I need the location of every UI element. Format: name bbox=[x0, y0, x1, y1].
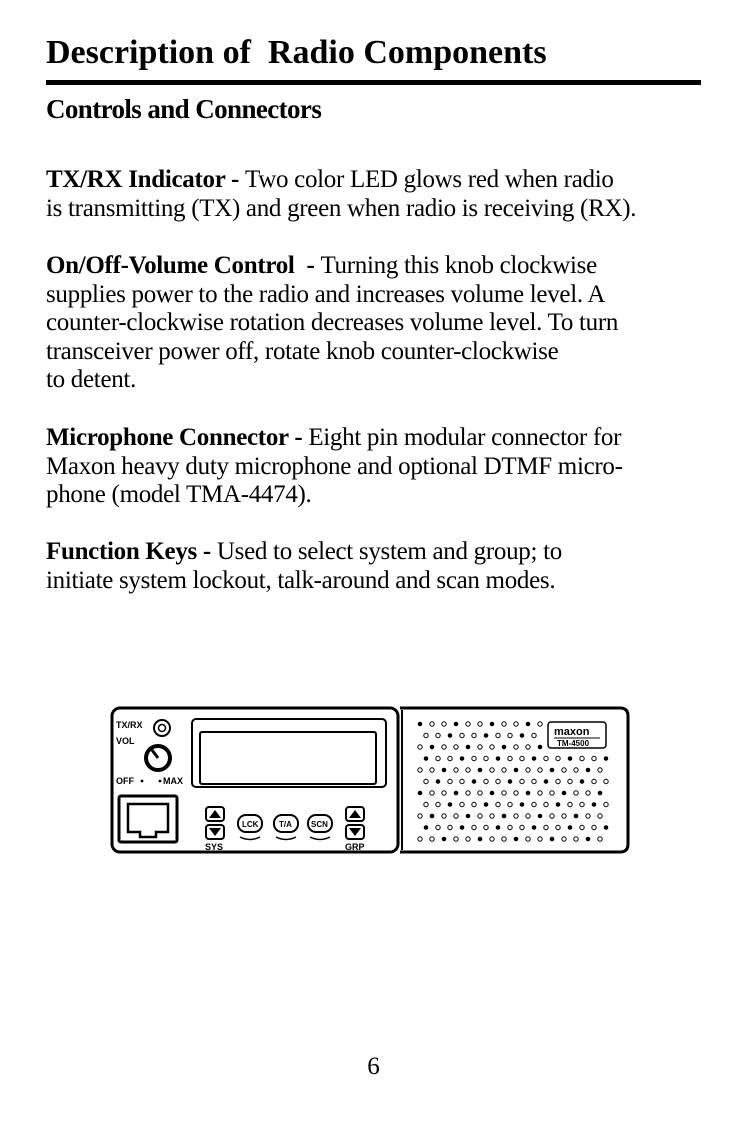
entry-txrx-indicator bbox=[46, 166, 706, 223]
page-number: 6 bbox=[367, 1053, 380, 1080]
grille-hole bbox=[544, 780, 548, 784]
grille-hole bbox=[484, 803, 488, 807]
entry-term: Microphone Connector bbox=[46, 424, 289, 451]
entry-text: Maxon heavy duty microphone and optional DTMF micro- bbox=[46, 452, 623, 480]
max-dot bbox=[159, 780, 162, 783]
grille-hole bbox=[574, 814, 578, 818]
grille-hole bbox=[520, 803, 524, 807]
grille-hole bbox=[526, 722, 530, 726]
entry-line bbox=[46, 538, 706, 567]
grille-hole bbox=[466, 745, 470, 749]
sys-up-button[interactable] bbox=[206, 807, 224, 821]
grille-hole bbox=[526, 791, 530, 795]
grille-hole bbox=[538, 814, 542, 818]
entry-text: counter-clockwise rotation decreases volume level. To turn bbox=[46, 309, 619, 337]
grille-hole bbox=[490, 791, 494, 795]
section-subtitle: Controls and Connectors bbox=[46, 94, 322, 124]
lck-button[interactable] bbox=[238, 815, 262, 832]
grille-hole bbox=[460, 826, 464, 830]
entry-text: phone (model TMA-4474). bbox=[46, 481, 312, 509]
display-window bbox=[200, 732, 376, 784]
ta-label: T/A bbox=[279, 820, 292, 829]
grille-hole bbox=[478, 837, 482, 841]
lck-label: LCK bbox=[242, 820, 259, 829]
grille-hole bbox=[448, 734, 452, 738]
entry-term: Function Keys bbox=[46, 538, 197, 565]
page-title: Description of Radio Components bbox=[46, 34, 547, 71]
grille-hole bbox=[472, 780, 476, 784]
grille-hole bbox=[562, 791, 566, 795]
entry-function-keys bbox=[46, 538, 706, 595]
grille-hole bbox=[592, 803, 596, 807]
entry-text: initiate system lockout, talk-around and scan modes. bbox=[46, 566, 556, 594]
grille-hole bbox=[460, 757, 464, 761]
entry-term: On/Off-Volume Control bbox=[46, 252, 295, 279]
entry-separator: - bbox=[288, 424, 309, 451]
grille-hole bbox=[520, 734, 524, 738]
grille-hole bbox=[484, 734, 488, 738]
ta-button[interactable] bbox=[274, 815, 298, 832]
grille-hole bbox=[496, 826, 500, 830]
grille-hole bbox=[442, 768, 446, 772]
grp-up-button[interactable] bbox=[346, 807, 364, 821]
grille-hole bbox=[424, 757, 428, 761]
entry-text: Two color LED glows red when radio bbox=[245, 166, 614, 193]
entry-line bbox=[46, 424, 706, 453]
grille-hole bbox=[556, 803, 560, 807]
grille-hole bbox=[466, 814, 470, 818]
entry-text: Used to select system and group; to bbox=[216, 538, 562, 565]
sys-label: SYS bbox=[205, 842, 224, 852]
grille-hole bbox=[430, 814, 434, 818]
entry-text: to detent. bbox=[46, 366, 137, 394]
entry-text: is transmitting (TX) and green when radio is receiving (RX). bbox=[46, 194, 637, 222]
entry-microphone-connector bbox=[46, 424, 706, 510]
grp-down-button[interactable] bbox=[346, 825, 364, 839]
grille-hole bbox=[568, 757, 572, 761]
grille-hole bbox=[538, 745, 542, 749]
scn-label: SCN bbox=[311, 820, 328, 829]
entry-text: supplies power to the radio and increases volume level. A bbox=[46, 280, 606, 308]
radio-front-panel-figure bbox=[108, 704, 638, 859]
grille-hole bbox=[430, 745, 434, 749]
grille-hole bbox=[454, 722, 458, 726]
grille-hole bbox=[532, 826, 536, 830]
grille-hole bbox=[502, 745, 506, 749]
max-label: MAX bbox=[163, 776, 183, 786]
grille-hole bbox=[490, 722, 494, 726]
entry-separator: - bbox=[294, 252, 321, 279]
grille-hole bbox=[604, 826, 608, 830]
grille-hole bbox=[436, 780, 440, 784]
grille-hole bbox=[454, 791, 458, 795]
grille-hole bbox=[442, 837, 446, 841]
grille-hole bbox=[586, 768, 590, 772]
grille-hole bbox=[424, 826, 428, 830]
grille-hole bbox=[478, 768, 482, 772]
entry-text: Turning this knob clockwise bbox=[320, 252, 597, 279]
entry-volume-control bbox=[46, 252, 706, 395]
entry-line bbox=[46, 166, 706, 195]
scn-button[interactable] bbox=[308, 815, 332, 832]
model-label: TM-4500 bbox=[557, 739, 590, 748]
grille-hole bbox=[448, 803, 452, 807]
brand-logo: maxon bbox=[554, 726, 590, 738]
grille-hole bbox=[514, 837, 518, 841]
sys-down-button[interactable] bbox=[206, 825, 224, 839]
grille-hole bbox=[532, 757, 536, 761]
entry-separator: - bbox=[196, 538, 217, 565]
entry-separator: - bbox=[225, 166, 246, 193]
vol-label: VOL bbox=[116, 736, 135, 746]
grille-hole bbox=[586, 837, 590, 841]
grille-hole bbox=[568, 826, 572, 830]
off-label: OFF bbox=[116, 776, 134, 786]
grille-hole bbox=[550, 837, 554, 841]
grille-hole bbox=[418, 722, 422, 726]
grille-hole bbox=[502, 814, 506, 818]
grille-hole bbox=[598, 791, 602, 795]
grille-hole bbox=[496, 757, 500, 761]
txrx-label: TX/RX bbox=[116, 720, 143, 730]
grille-hole bbox=[508, 780, 512, 784]
entry-term: TX/RX Indicator bbox=[46, 166, 226, 193]
entry-text: transceiver power off, rotate knob counter-clockwise bbox=[46, 337, 559, 365]
grille-hole bbox=[418, 791, 422, 795]
entry-text: Eight pin modular connector for bbox=[308, 424, 622, 451]
off-dot bbox=[141, 780, 144, 783]
entry-line bbox=[46, 252, 706, 281]
grp-label: GRP bbox=[345, 842, 365, 852]
title-rule bbox=[46, 80, 701, 85]
grille-hole bbox=[604, 757, 608, 761]
grille-hole bbox=[550, 768, 554, 772]
grille-hole bbox=[580, 780, 584, 784]
grille-hole bbox=[514, 768, 518, 772]
